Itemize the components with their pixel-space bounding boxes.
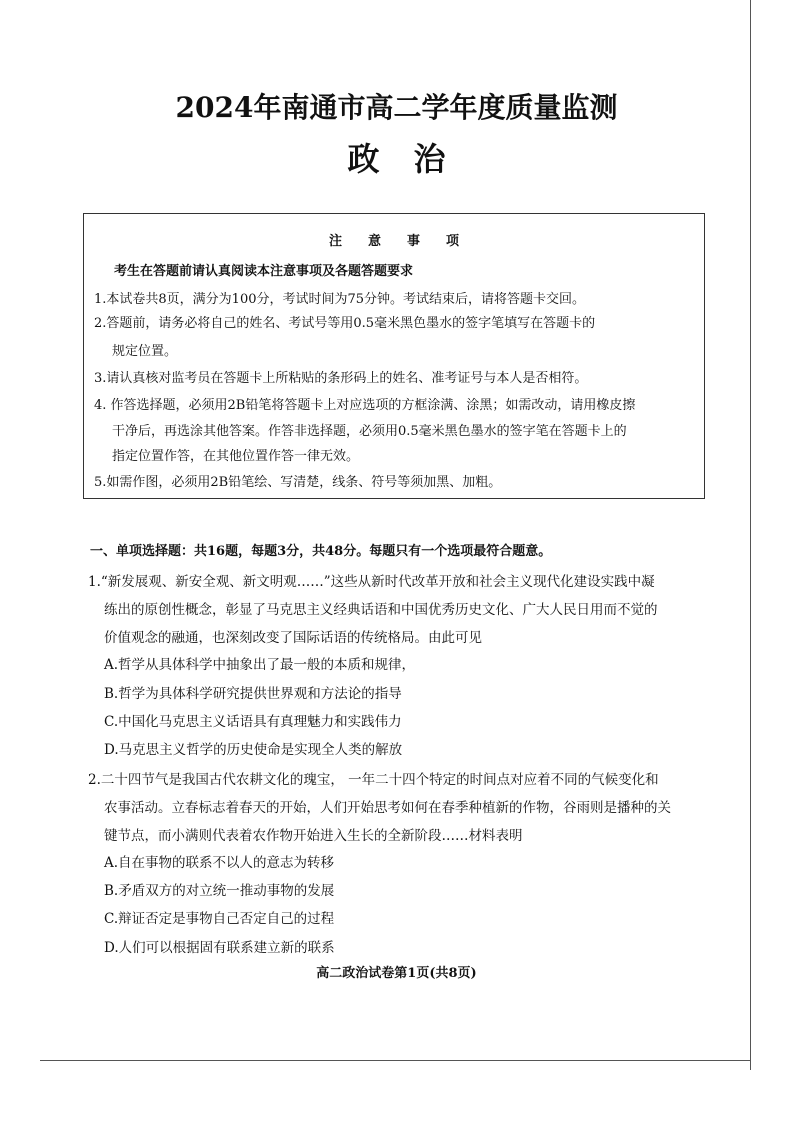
page-corner-tick [750,1062,751,1070]
question-1-option-c: C.中国化马克思主义话语具有真理魅力和实践伟力 [104,714,402,730]
question-2-stem-line: 键节点，而小满则代表着农作物开始进入生长的全新阶段……材料表明 [104,828,523,844]
notice-line: 1.本试卷共8页，满分为100分，考试时间为75分钟。考试结束后，请将答题卡交回。 [94,292,586,307]
notice-line: 4. 作答选择题，必须用2B铅笔将答题卡上对应选项的方框涂满、涂黑；如需改动，请用橡皮擦 [94,398,636,413]
question-2-option-b: B.矛盾双方的对立统一推动事物的发展 [104,883,335,899]
question-1-stem-line: 练出的原创性概念，彰显了马克思主义经典话语和中国优秀历史文化、广大人民日用而不觉的 [104,602,658,618]
notice-intro: 考生在答题前请认真阅读本注意事项及各题答题要求 [114,264,414,279]
question-1-option-b: B.哲学为具体科学研究提供世界观和方法论的指导 [104,686,402,702]
question-2-option-d: D.人们可以根据固有联系建立新的联系 [104,940,335,956]
question-2-option-c: C.辩证否定是事物自己否定自己的过程 [104,911,335,927]
notice-line: 规定位置。 [112,344,178,359]
notice-line: 指定位置作答，在其他位置作答一律无效。 [112,449,360,464]
exam-subject: 政治 [347,140,480,178]
notice-line: 2.答题前，请务必将自己的姓名、考试号等用0.5毫米黑色墨水的签字笔填写在答题卡的 [94,316,596,331]
question-2-stem-line: 2.二十四节气是我国古代农耕文化的瑰宝， 一年二十四个特定的时间点对应着不同的气候变化和 [88,772,659,788]
notice-line: 3.请认真核对监考员在答题卡上所粘贴的条形码上的姓名、准考证号与本人是否相符。 [94,371,588,386]
exam-title: 2024年南通市高二学年度质量监测 [175,91,618,124]
page-bottom-border [40,1060,751,1061]
question-2-option-a: A.自在事物的联系不以人的意志为转移 [104,855,335,871]
notice-box [83,213,705,499]
question-1-option-a: A.哲学从具体科学中抽象出了最一般的本质和规律， [104,657,416,673]
notice-line: 干净后，再选涂其他答案。作答非选择题，必须用0.5毫米黑色墨水的签字笔在答题卡上的 [112,424,627,439]
page-footer: 高二政治试卷第1页(共8页) [316,966,477,981]
section-heading: 一、单项选择题：共16题，每题3分，共48分。每题只有一个选项最符合题意。 [90,544,552,559]
question-1-option-d: D.马克思主义哲学的历史使命是实现全人类的解放 [104,742,403,758]
question-1-stem-line: 价值观念的融通，也深刻改变了国际话语的传统格局。由此可见 [104,630,482,646]
notice-title: 注意事项 [328,234,485,249]
question-2-stem-line: 农事活动。立春标志着春天的开始，人们开始思考如何在春季种植新的作物，谷雨则是播种的关 [104,800,671,816]
notice-line: 5.如需作图，必须用2B铅笔绘、写清楚，线条、符号等须加黑、加粗。 [94,475,502,490]
question-1-stem-line: 1.“新发展观、新安全观、新文明观……”这些从新时代改革开放和社会主义现代化建设实践中凝 [88,574,655,590]
